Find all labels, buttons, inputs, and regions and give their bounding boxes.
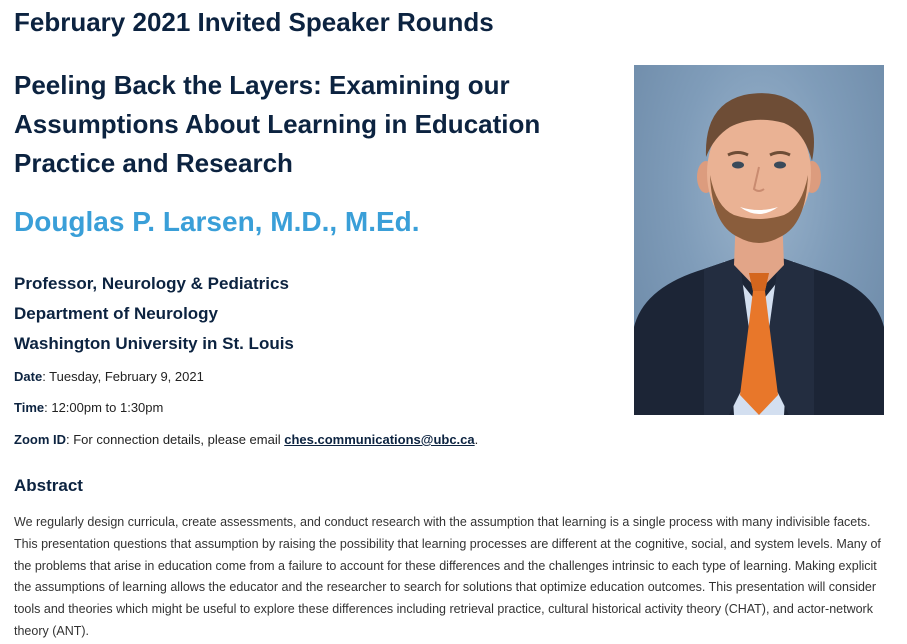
speaker-portrait-graphic — [634, 65, 884, 415]
abstract-body: We regularly design curricula, create assessments, and conduct research with the assumption that learning is a single process with many indivisible facets. This presentation questions that assumption by raising the possibility that learning processes are different at the cognitive, social, and system levels. Many of the problems that arise in education come from a failure to account for these differences and the challenges intrinsic to each type of learning. Making explicit the assumptions of learning allows the educator and the researcher to search for solutions that optimize education outcomes. This presentation will consider tools and theories which might be useful to explore these differences including retrieval practice, cultural historical activity theory (CHAT), and actor-network theory (ANT). — [14, 515, 881, 638]
affiliation-institution: Washington University in St. Louis — [14, 334, 294, 353]
zoom-value: : For connection details, please email — [66, 432, 285, 447]
zoom-info — [14, 432, 478, 447]
page-title: February 2021 Invited Speaker Rounds — [14, 7, 494, 37]
affiliation-department: Department of Neurology — [14, 304, 219, 323]
speaker-portrait-icon — [634, 65, 884, 415]
zoom-suffix: . — [474, 432, 479, 447]
event-time — [14, 400, 163, 415]
speaker-name: Douglas P. Larsen, M.D., M.Ed. — [14, 206, 420, 237]
date-label: Date — [14, 369, 43, 384]
contact-email-link[interactable]: ches.communications@ubc.ca — [284, 432, 475, 447]
event-date — [14, 369, 204, 384]
time-value: : 12:00pm to 1:30pm — [44, 400, 164, 415]
abstract-heading: Abstract — [14, 476, 83, 495]
zoom-label: Zoom ID — [14, 432, 66, 447]
speaker-affiliation — [14, 269, 294, 359]
date-value: : Tuesday, February 9, 2021 — [42, 369, 204, 384]
affiliation-title: Professor, Neurology & Pediatrics — [14, 274, 289, 293]
time-label: Time — [14, 400, 45, 415]
talk-title: Peeling Back the Layers: Examining our Assumptions About Learning in Education Practice and Research — [14, 70, 541, 178]
